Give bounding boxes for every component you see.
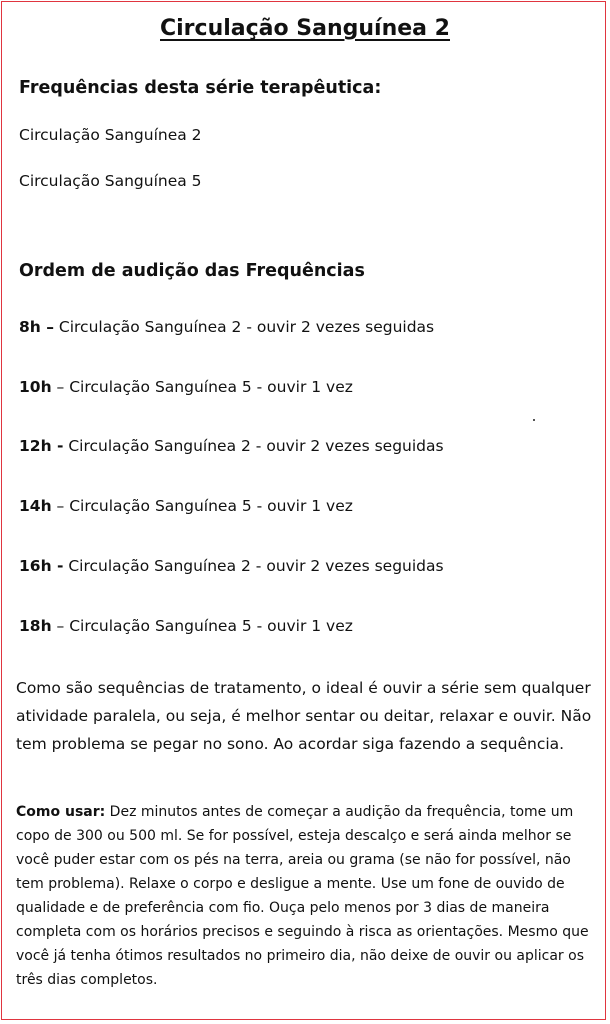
schedule-time: 12h - xyxy=(19,437,64,455)
schedule-text: Circulação Sanguínea 2 - ouvir 2 vezes seguidas xyxy=(63,437,444,455)
schedule-row xyxy=(19,617,353,635)
stray-dot xyxy=(533,419,535,421)
page-title: Circulação Sanguínea 2 xyxy=(160,16,450,41)
frequency-item: Circulação Sanguínea 2 xyxy=(19,126,202,144)
how-to-use-text: Dez minutos antes de começar a audição da frequência, tome um copo de 300 ou 500 ml. Se for possível, esteja descalço e será ainda melhor se você puder estar com os pés na terra, areia ou grama (se não for possível, não tem problema). Relaxe o corpo e desligue a mente. Use um fone de ouvido de qualidade e de preferência com fio. Ouça pelo menos por 3 dias de maneira completa com os horários precisos e seguindo à risca as orientações. Mesmo que você já tenha ótimos resultados no primeiro dia, não deixe de ouvir ou aplicar os três dias completos. xyxy=(16,804,589,988)
order-heading: Ordem de audição das Frequências xyxy=(19,261,365,281)
how-to-use-label: Como usar: xyxy=(16,804,106,820)
how-to-use xyxy=(16,800,601,992)
schedule-text: – Circulação Sanguínea 5 - ouvir 1 vez xyxy=(51,497,353,515)
schedule-row xyxy=(19,318,434,336)
schedule-time: 18h xyxy=(19,617,52,635)
schedule-text: Circulação Sanguínea 2 - ouvir 2 vezes seguidas xyxy=(53,318,435,336)
schedule-row xyxy=(19,378,353,396)
schedule-time: 10h xyxy=(19,378,52,396)
schedule-time: 8h – xyxy=(19,318,54,336)
schedule-text: – Circulação Sanguínea 5 - ouvir 1 vez xyxy=(51,378,353,396)
treatment-note: Como são sequências de tratamento, o ideal é ouvir a série sem qualquer atividade paralela, ou seja, é melhor sentar ou deitar, relaxar e ouvir. Não tem problema se pegar no sono. Ao acordar siga fazendo a sequência. xyxy=(16,679,592,753)
schedule-row xyxy=(19,557,444,575)
schedule-row xyxy=(19,437,444,455)
schedule-text: – Circulação Sanguínea 5 - ouvir 1 vez xyxy=(51,617,353,635)
schedule-time: 16h - xyxy=(19,557,64,575)
frequencies-heading: Frequências desta série terapêutica: xyxy=(19,78,382,98)
frequency-item: Circulação Sanguínea 5 xyxy=(19,172,202,190)
schedule-time: 14h xyxy=(19,497,52,515)
schedule-text: Circulação Sanguínea 2 - ouvir 2 vezes seguidas xyxy=(63,557,444,575)
schedule-row xyxy=(19,497,353,515)
